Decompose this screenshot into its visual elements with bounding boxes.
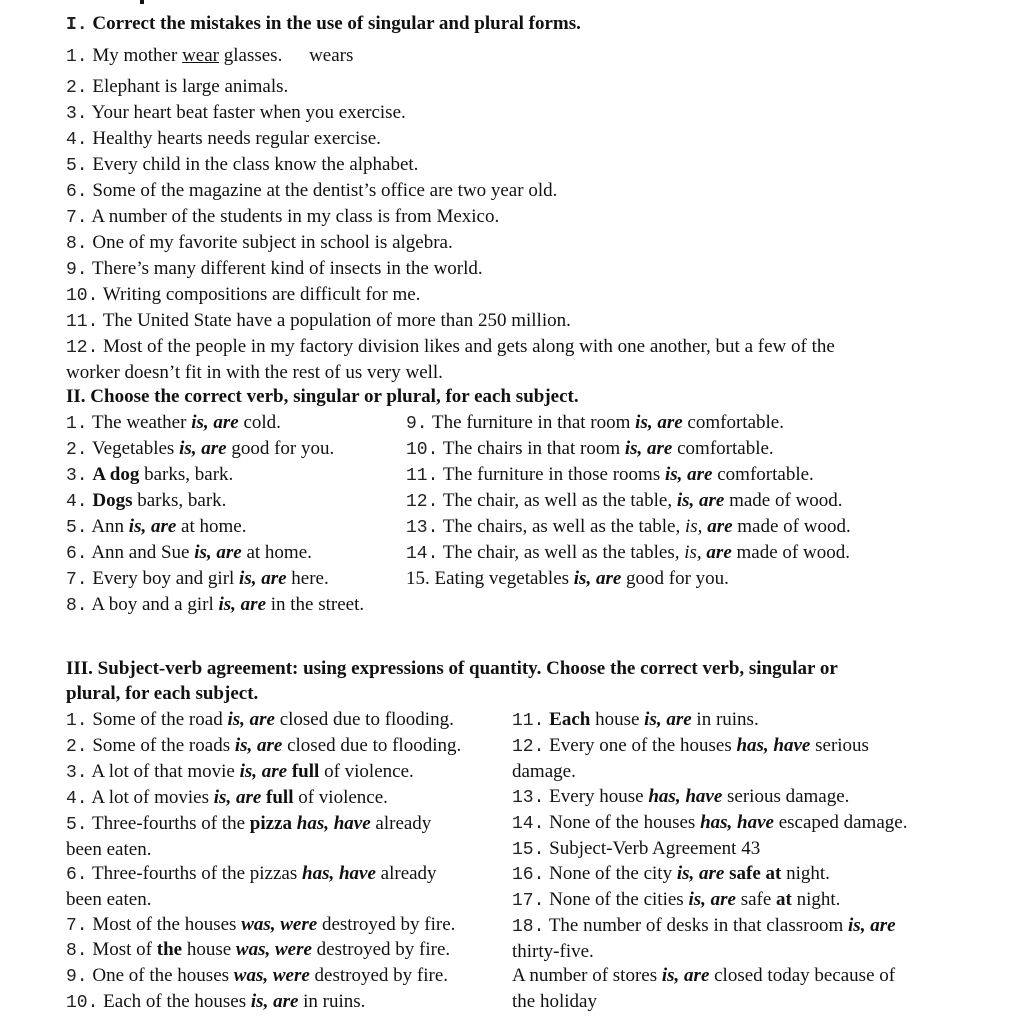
item-text: the holiday — [512, 991, 597, 1012]
item-number: 11. — [512, 711, 545, 731]
item-number: 5. — [66, 518, 88, 538]
s3-item-13 — [512, 784, 849, 811]
item-text: Healthy hearts needs regular exercise. — [92, 128, 381, 149]
item-number: 10. — [66, 993, 99, 1013]
section-3-title-line-1: III. Subject-verb agreement: using expressions of quantity. Choose the correct verb, singular or — [66, 658, 838, 679]
item-number: 3. — [66, 466, 88, 486]
item-text: A lot of that movie — [91, 761, 240, 782]
s2-item-4 — [66, 488, 226, 515]
s2-item-3 — [66, 462, 233, 489]
item-number: 13. — [406, 518, 439, 538]
s3-item-5-cont — [66, 837, 151, 863]
item-text: Some of the road — [92, 709, 228, 730]
item-number: 8. — [66, 234, 88, 254]
item-number: 8. — [66, 941, 88, 961]
s3-item-7 — [66, 912, 455, 939]
verb-choice: is, are — [688, 889, 736, 910]
item-text: The chair, as well as the tables, — [442, 542, 685, 563]
item-text: barks, bark. — [132, 490, 227, 511]
bold-word: pizza — [249, 813, 292, 834]
verb-choice: is, are — [573, 568, 622, 589]
item-text: destroyed by fire. — [309, 965, 449, 986]
verb-choice: is, are — [635, 412, 683, 433]
item-text: Every house — [549, 786, 649, 807]
item-text: The number of desks in that classroom — [548, 915, 849, 936]
item-text: made of wood. — [732, 516, 851, 537]
s2-item-1 — [66, 410, 281, 437]
item-number: 10. — [66, 286, 99, 306]
section-2-title: II. Choose the correct verb, singular or plural, for each subject. — [66, 386, 579, 407]
item-number: 7. — [66, 916, 88, 936]
item-number: 1. — [66, 47, 88, 67]
item-number: 8. — [66, 596, 88, 616]
s2-item-10 — [406, 436, 774, 463]
item-number: 16. — [512, 865, 545, 885]
handwritten-answer: wears — [309, 45, 354, 66]
verb-choice-italic: is, — [684, 542, 702, 563]
verb-choice: is, are — [624, 438, 673, 459]
s3-item-11 — [512, 707, 759, 734]
item-text: There’s many different kind of insects in the world. — [92, 258, 483, 279]
s1-item-4 — [66, 126, 381, 153]
item-text: serious — [810, 735, 869, 756]
s1-item-1 — [66, 43, 353, 70]
s1-item-12-cont — [66, 360, 443, 386]
item-number: 3. — [66, 763, 88, 783]
section-3-title-line-2: plural, for each subject. — [66, 683, 259, 704]
s2-item-15 — [406, 566, 729, 592]
s3-item-3 — [66, 759, 414, 786]
item-text: Three-fourths of the pizzas — [92, 863, 302, 884]
verb-choice: is, are — [848, 915, 896, 936]
item-number: 2. — [66, 737, 88, 757]
item-text: 15. Eating vegetables — [406, 568, 574, 589]
s3-item-18 — [512, 913, 896, 940]
s1-item-5 — [66, 152, 418, 179]
s3-item-12 — [512, 733, 869, 760]
verb-choice: is, are — [644, 709, 692, 730]
item-text: house — [590, 709, 645, 730]
s2-item-12 — [406, 488, 843, 515]
s3-item-19 — [512, 963, 895, 989]
item-number: 17. — [512, 891, 545, 911]
verb-choice: is, are — [128, 516, 177, 537]
s1-item-6 — [66, 178, 557, 205]
item-text: Subject-Verb Agreement 43 — [549, 838, 761, 859]
item-text: The chairs, as well as the table, — [442, 516, 685, 537]
s3-item-4 — [66, 785, 388, 812]
s3-item-6-cont — [66, 887, 151, 913]
item-number: 4. — [66, 130, 88, 150]
item-number: 11. — [66, 312, 99, 332]
bold-word: full — [287, 761, 320, 782]
s3-item-12-cont — [512, 759, 576, 785]
verb-choice: is, are — [664, 464, 713, 485]
item-text: night. — [791, 889, 841, 910]
item-number: 13. — [512, 788, 545, 808]
item-text: A number of the students in my class is from Mexico. — [91, 206, 500, 227]
s2-item-14 — [406, 540, 850, 567]
item-text: Some of the roads — [92, 735, 235, 756]
s1-item-10 — [66, 282, 420, 309]
item-text: glasses. — [219, 45, 283, 66]
item-text: None of the houses — [549, 812, 701, 833]
item-number: 2. — [66, 440, 88, 460]
top-cutoff-mark — [140, 0, 144, 4]
item-number: 2. — [66, 78, 88, 98]
item-number: 1. — [66, 711, 88, 731]
verb-choice: was, were — [235, 939, 312, 960]
item-text: comfortable. — [712, 464, 814, 485]
item-text: Writing compositions are difficult for me. — [102, 284, 421, 305]
s3-item-5 — [66, 811, 431, 838]
verb-choice: is, are — [227, 709, 275, 730]
item-text: The chair, as well as the table, — [442, 490, 677, 511]
verb-choice: was, were — [233, 965, 310, 986]
item-number: 5. — [66, 156, 88, 176]
item-text: Ann and Sue — [91, 542, 195, 563]
verb-choice: is, are — [191, 412, 239, 433]
s2-item-2 — [66, 436, 334, 463]
item-number: 7. — [66, 570, 88, 590]
s2-item-7 — [66, 566, 329, 593]
s2-item-5 — [66, 514, 246, 541]
s2-item-13 — [406, 514, 851, 541]
bold-word: Each — [549, 709, 591, 730]
verb-choice: is, are — [239, 761, 288, 782]
item-text: A lot of movies — [91, 787, 214, 808]
item-text: in the street. — [266, 594, 365, 615]
verb-choice: are — [706, 542, 732, 563]
verb-choice-italic: is, — [685, 516, 703, 537]
s1-item-7 — [66, 204, 499, 231]
verb-choice: is, are — [179, 438, 227, 459]
item-number: 18. — [512, 917, 545, 937]
verb-choice: are — [707, 516, 733, 537]
s3-item-8 — [66, 937, 450, 964]
item-number: 7. — [66, 208, 88, 228]
s1-item-8 — [66, 230, 453, 257]
item-text: The weather — [92, 412, 192, 433]
item-number: 9. — [66, 260, 88, 280]
verb-choice: is, are — [239, 568, 287, 589]
verb-choice: has, have — [648, 786, 723, 807]
item-text: Your heart beat faster when you exercise. — [91, 102, 406, 123]
verb-choice: has, have — [700, 812, 774, 833]
s1-item-2 — [66, 74, 288, 101]
item-text: safe — [735, 889, 777, 910]
item-text: at home. — [241, 542, 312, 563]
s3-item-9 — [66, 963, 448, 990]
item-text: None of the cities — [549, 889, 689, 910]
s1-item-11 — [66, 308, 571, 335]
item-number: 12. — [66, 338, 99, 358]
item-text: Elephant is large animals. — [92, 76, 289, 97]
underlined-word: wear — [182, 45, 219, 66]
bold-word: at — [776, 889, 792, 910]
item-text: of violence. — [319, 761, 414, 782]
s3-item-6 — [66, 861, 437, 888]
item-text: None of the city — [549, 863, 677, 884]
s1-item-12 — [66, 334, 835, 361]
item-text: A number of stores — [512, 965, 662, 986]
s3-item-10 — [66, 989, 365, 1016]
section-1-heading — [66, 11, 581, 38]
verb-choice: is, are — [213, 787, 262, 808]
item-number: 5. — [66, 815, 88, 835]
verb-choice: has, have — [302, 863, 376, 884]
item-text: here. — [286, 568, 329, 589]
verb-choice: was, were — [241, 914, 318, 935]
item-text: in ruins. — [691, 709, 759, 730]
item-text: One of the houses — [92, 965, 234, 986]
verb-choice: has, have — [296, 813, 371, 834]
item-text: been eaten. — [66, 889, 152, 910]
item-text: night. — [781, 863, 830, 884]
s3-item-2 — [66, 733, 461, 760]
item-text: escaped damage. — [773, 812, 908, 833]
item-text: already — [370, 813, 432, 834]
s3-item-18-cont — [512, 939, 594, 965]
section-1-roman: I. — [66, 15, 88, 35]
s3-item-15 — [512, 836, 760, 863]
verb-choice: has, have — [736, 735, 811, 756]
s2-item-6 — [66, 540, 312, 567]
verb-choice: is, are — [676, 863, 725, 884]
item-text: Most of the houses — [92, 914, 242, 935]
item-text: Every child in the class know the alphabet. — [92, 154, 419, 175]
bold-word: full — [261, 787, 294, 808]
bold-subject: A dog — [92, 464, 140, 485]
verb-choice: is, are — [218, 594, 266, 615]
verb-choice: is, are — [676, 490, 725, 511]
verb-choice: is, are — [250, 991, 299, 1012]
item-number: 14. — [512, 814, 545, 834]
item-text: The United State have a population of more than 250 million. — [102, 310, 571, 331]
item-text: made of wood. — [731, 542, 850, 563]
item-number: 12. — [406, 492, 439, 512]
s3-item-19-cont — [512, 989, 597, 1015]
item-text: comfortable. — [672, 438, 774, 459]
item-text: closed due to flooding. — [282, 735, 462, 756]
item-number: 6. — [66, 182, 88, 202]
item-text: destroyed by fire. — [317, 914, 456, 935]
item-text: The chairs in that room — [442, 438, 625, 459]
item-text: The furniture in that room — [432, 412, 636, 433]
bold-subject: Dogs — [92, 490, 133, 511]
item-text: closed today because of — [709, 965, 896, 986]
verb-choice: is, are — [661, 965, 710, 986]
item-text: A boy and a girl — [91, 594, 219, 615]
item-number: 11. — [406, 466, 439, 486]
item-text: worker doesn’t fit in with the rest of us very well. — [66, 362, 443, 383]
item-text: already — [375, 863, 437, 884]
section-1-title: Correct the mistakes in the use of singular and plural forms. — [92, 13, 581, 34]
bold-word: safe at — [724, 863, 782, 884]
s2-item-8 — [66, 592, 364, 619]
item-text: Most of the people in my factory division likes and gets along with one another, but a few of the — [103, 336, 835, 357]
item-text: Every one of the houses — [549, 735, 737, 756]
s1-item-3 — [66, 100, 406, 127]
s1-item-9 — [66, 256, 483, 283]
item-text: Each of the houses — [103, 991, 251, 1012]
item-text: of violence. — [293, 787, 388, 808]
item-number: 6. — [66, 544, 88, 564]
bold-word: the — [156, 939, 183, 960]
item-number: 9. — [406, 414, 428, 434]
item-text: good for you. — [226, 438, 335, 459]
item-text: in ruins. — [298, 991, 366, 1012]
item-number: 12. — [512, 737, 545, 757]
s2-item-11 — [406, 462, 814, 489]
item-text: Vegetables — [92, 438, 180, 459]
verb-choice: is, are — [194, 542, 242, 563]
item-text: damage. — [512, 761, 576, 782]
item-text: serious damage. — [722, 786, 850, 807]
item-text: Every boy and girl — [92, 568, 240, 589]
item-text: Three-fourths of the — [92, 813, 250, 834]
item-text: One of my favorite subject in school is algebra. — [92, 232, 453, 253]
item-text: been eaten. — [66, 839, 152, 860]
item-text: good for you. — [621, 568, 729, 589]
item-text: barks, bark. — [139, 464, 234, 485]
item-number: 4. — [66, 492, 88, 512]
item-text: The furniture in those rooms — [442, 464, 665, 485]
item-text: cold. — [238, 412, 281, 433]
item-text: Most of — [92, 939, 157, 960]
item-number: 6. — [66, 865, 88, 885]
item-text: thirty-five. — [512, 941, 594, 962]
item-number: 14. — [406, 544, 439, 564]
item-number: 10. — [406, 440, 439, 460]
s3-item-14 — [512, 810, 907, 837]
item-text: comfortable. — [682, 412, 784, 433]
s3-item-16 — [512, 861, 830, 888]
item-number: 15. — [512, 840, 545, 860]
item-number: 1. — [66, 414, 88, 434]
s2-item-9 — [406, 410, 784, 437]
item-text: house — [182, 939, 236, 960]
item-text: Some of the magazine at the dentist’s office are two year old. — [92, 180, 558, 201]
item-text: destroyed by fire. — [311, 939, 451, 960]
item-text: made of wood. — [724, 490, 843, 511]
item-text: Ann — [91, 516, 129, 537]
item-number: 4. — [66, 789, 88, 809]
item-text: My mother — [92, 45, 183, 66]
verb-choice: is, are — [234, 735, 283, 756]
s3-item-1 — [66, 707, 454, 734]
item-number: 9. — [66, 967, 88, 987]
s3-item-17 — [512, 887, 840, 914]
item-text: closed due to flooding. — [274, 709, 454, 730]
item-text: at home. — [176, 516, 247, 537]
item-number: 3. — [66, 104, 88, 124]
